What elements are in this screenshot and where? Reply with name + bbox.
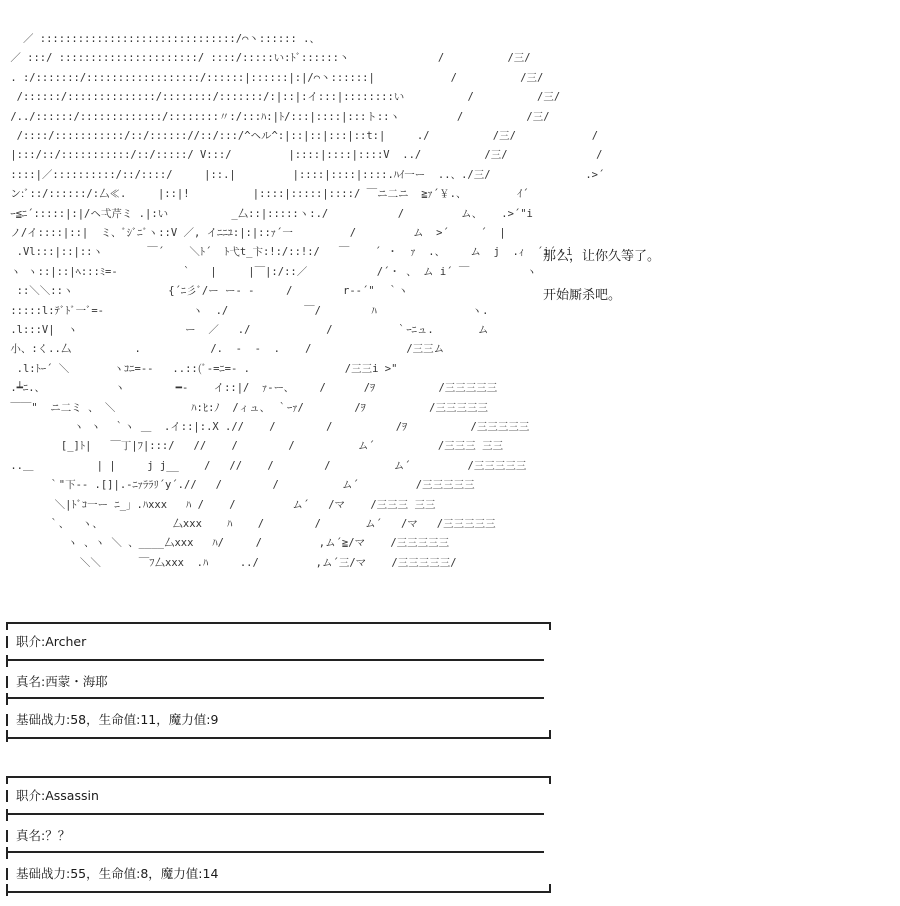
row-bar — [6, 847, 8, 859]
card-top-left-corner — [6, 622, 8, 630]
servant-card-assassin — [6, 776, 551, 896]
ascii-art-line: ｀、 ヽ、 厶xxx ﾊ / / ム´ /マ /三三三三三 — [4, 518, 496, 530]
ascii-art-line: . :/:::::::/::::::::::::::::::/::::::|::::::|:|/⌒丶::::::| / /三/ — [4, 71, 544, 84]
card-bottom-right-corner — [549, 730, 551, 738]
card-bottom-right-corner — [549, 884, 551, 892]
stats-label: 基础战力:55，生命值:8，魔力值:14 — [16, 866, 219, 881]
true-name-label: 真名:西蒙・海耶 — [16, 674, 108, 689]
row-bar — [6, 655, 8, 667]
ascii-art-line: ｀"下‐‐ .[]|.‐ﾆｧﾗﾗﾘ´y´.// / / ム´ /三三三三三 — [4, 479, 475, 492]
class-label: 职介:Archer — [16, 634, 87, 649]
row-divider — [6, 851, 544, 853]
row-bar — [6, 636, 8, 648]
ascii-art-line: ン:ﾞ::/::::::/:厶≪. |::|! |::::|:::::|::::/ ￣ニ二ニ ≧ｧ´￥.、 ｲ´ — [4, 188, 529, 201]
ascii-art-line: /../::::::/:::::::::::::/::::::::〃:/:::ﾊ:|ﾄ/:::|::::|:::ト::ヽ / /三/ — [4, 110, 550, 123]
ascii-art-line: /::::::/::::::::::::::/::::::::/:::::::/:|::|:イ:::|::::::::い / /三/ — [4, 91, 561, 104]
ascii-art-line: ::::|／::::::::::/::/::::/ |::.| |::::|::::|::::.ﾊｲ一ー ..、./三/ .>´ — [4, 168, 605, 181]
servant-card-archer — [6, 622, 551, 742]
ascii-art-line: .l:ﾄｰ´ ＼ ヽｺﾆ=‐‐ ..::(ﾞ‐=ﾆ=‐ . /三三i >" — [4, 362, 398, 375]
ascii-art-line: |:::/::/:::::::::::/::/:::::/ V:::/ |::::|::::|::::V ../ /三/ / — [4, 149, 603, 162]
card-top-right-corner — [549, 776, 551, 784]
ascii-art-line: ／ :::/ ::::::::::::::::::::::/ ::::/:::::い:ﾄﾞ::::::丶 / /三/ — [4, 52, 531, 65]
row-bar — [6, 693, 8, 705]
true-name-label: 真名:？？ — [16, 828, 71, 843]
ascii-art-line: ヽ ヽ ｀ヽ ＿ .イ::|:.X .// / / /ｦ /三三三三三 — [4, 421, 530, 433]
ascii-art-line: ::＼＼::ヽ {´ﾆ彡ﾞ/ー ー‐ ‐ / r‐‐´" ｀ヽ — [4, 285, 409, 298]
ascii-art-line: .Vl:::|::|::ヽ ￣´ ＼ﾄ´ ﾄ弋t_卞:!:/::!:/ ￣ ´ ・ ｧ .、 ム j .ｨ ´i´ヽi — [4, 246, 573, 259]
ascii-art-line: [_]ﾄ| ￣丁|ﾌ|:::/ // / / ム´ /三三三 三三 — [4, 440, 504, 453]
card-bottom-border — [6, 737, 551, 739]
card-top-border — [6, 622, 551, 624]
ascii-art-line: ＼＼ ￣ﾌ厶xxx .ﾊ ../ ,ム´三/マ /三三三三三/ — [4, 556, 457, 569]
ascii-art-line: .l:::V| ヽ ー ／ ./ / ｀ｰﾆュ. ム — [4, 324, 489, 336]
ascii-art-line: :::::l:ﾃﾞﾄﾞ一ﾞ=- ヽ ./ ￣/ ﾊ ヽ. — [4, 304, 489, 317]
row-divider — [6, 697, 544, 699]
ascii-art-line: ..＿ | | j j__ / // / / ム´ /三三三三三 — [4, 459, 527, 472]
dialogue-line-1: 那么，让你久等了。 — [543, 249, 661, 264]
row-bar — [6, 790, 8, 802]
row-bar — [6, 830, 8, 842]
ascii-art-line: ヽ 、ヽ ＼ 、____厶xxx ﾊ/ / ,ム´≧/マ /三三三三三 — [4, 537, 450, 550]
ascii-art-line: .┷ﾆ.、 ヽ ━‐ イ::|/ ｧ‐ー、 / /ｦ /三三三三三 — [4, 382, 498, 395]
ascii-art-line: ノ/イ::::|::| ミ、ﾞｼﾞﾆﾞヽ::V ／, イﾆﾆﾕ:|:|::ｧ´一 / ム >´ ´ | — [4, 227, 506, 239]
card-bottom-border — [6, 891, 551, 893]
row-bar — [6, 809, 8, 821]
class-label: 职介:Assassin — [16, 788, 99, 803]
row-divider — [6, 813, 544, 815]
card-top-left-corner — [6, 776, 8, 784]
card-top-right-corner — [549, 622, 551, 630]
row-divider — [6, 659, 544, 661]
ascii-art-line: ヽ ヽ::|::|ﾍ:::ﾐ=- ｀ | |￣|:/::／ /´・ 、 ム i´ ￣ ヽ — [4, 265, 537, 278]
row-bar — [6, 714, 8, 726]
row-bar — [6, 730, 8, 742]
ascii-art-line: ｰ≦ﾆ´:::::|:|/ヘ弌芹ミ .|:い _厶::|:::::ヽ:./ / ム、 .>´"i — [4, 207, 533, 220]
stats-label: 基础战力:58，生命值:11，魔力值:9 — [16, 712, 219, 727]
card-top-border — [6, 776, 551, 778]
row-bar — [6, 868, 8, 880]
ascii-art-line: ＼|ﾄﾞｺ一ー ﾆ_」.ﾊxxx ﾊ / / ム´ /マ /三三三 三三 — [4, 498, 436, 511]
ascii-art-line: 小、:く..厶 . /. ‐ ‐ . / /三三ム — [4, 343, 445, 356]
dialogue-line-2: 开始厮杀吧。 — [543, 288, 622, 303]
row-bar — [6, 676, 8, 688]
ascii-art-line: ￣￣" ニ二ミ 、 ＼ ﾊ:ﾋ:ﾉ /ィュ、 ｀ｰｧ/ /ｦ /三三三三三 — [4, 401, 488, 414]
ascii-art-line: ／ :::::::::::::::::::::::::::::::/⌒丶:::::: .、 — [4, 33, 320, 45]
row-bar — [6, 884, 8, 896]
ascii-art-line: /::::/:::::::::::/::/:::::://::/:::/^ヘル^:|::|::|:::|::t:| ./ /三/ / — [4, 130, 599, 142]
